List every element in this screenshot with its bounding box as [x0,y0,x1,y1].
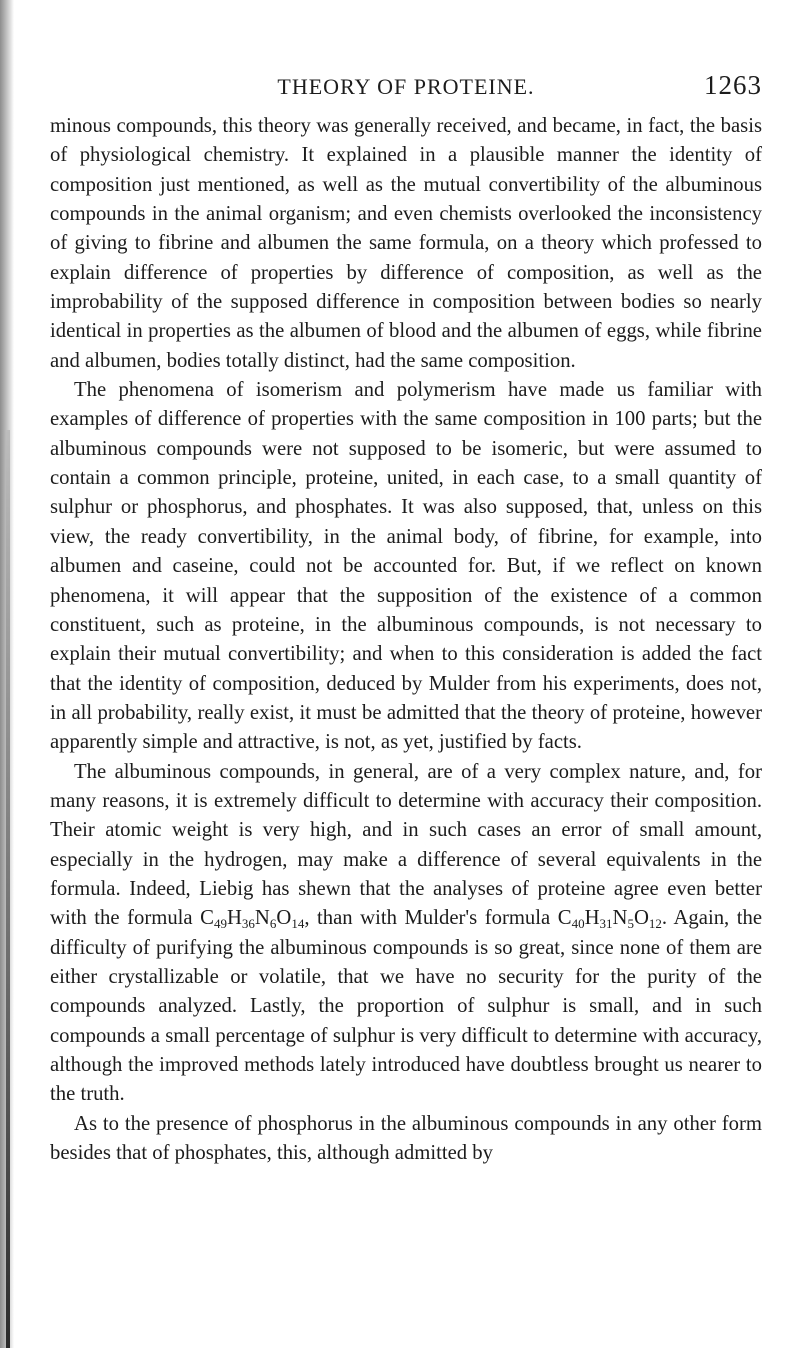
running-head [50,70,762,104]
paragraph-text: . Again, the difficulty of purifying the albuminous compounds is so great, since none of them are either crystallizable or volatile, that we have no security for the purity of the compounds analyzed. Lastly, the proportion of sulphur is small, and in such compounds a small percentage of sulphur is very difficult to determine with accuracy, although the improved methods lately introduced have doubtless brought us nearer to the truth. [50,907,763,1106]
formula-liebig: $C_{49}H_{36}N_6O_{14}$ [200,907,305,932]
paragraph-isomerism: The phenomena of isomerism and polymerism have made us familiar with examples of difference of properties with the same composition in 100 parts; but the albuminous compounds were not supposed to be isomeric, but were assumed to contain a common principle, proteine, united, in each case, to a small quantity of sulphur or phosphorus, and phosphates. It was also supposed, that, unless on this view, the ready convertibility, in the animal body, of fibrine, for example, into albumen and caseine, could not be accounted for. But, if we reflect on known phenomena, it will appear that the supposition of the existence of a common constituent, such as proteine, in the albuminous compounds, is not necessary to explain their mutual convertibility; and when to this consideration is added the fact that the identity of composition, deduced by Mulder from his experiments, does not, in all probability, really exist, it must be admitted that the theory of proteine, however apparently simple and attractive, is not, as yet, justified by facts. [50,379,762,754]
paragraph-text: , than with Mulder's formula [304,907,551,930]
book-page [50,70,762,1168]
paragraph-phosphorus: As to the presence of phosphorus in the albuminous compounds in any other form besides that of phosphates, this, although admitted by [50,1112,762,1165]
running-title: THEORY OF PROTEINE. [277,74,535,99]
paragraph-text: The albuminous compounds, in general, are of a very complex nature, and, for many reasons, it is extremely difficult to determine with accuracy their composition. Their atomic weight is very high, and in such cases an error of small amount, especially in the hydrogen, may make a difference of several equivalents in the formula. Indeed, Liebig has shewn that the analyses of proteine agree even better with the formula [50,760,762,930]
paragraph-complexity [50,758,762,1110]
page-number: 1263 [704,70,762,100]
paragraph-continuation: minous compounds, this theory was generally received, and became, in fact, the basis of physiological chemistry. It explained in a plausible manner the identity of composition just mentioned, as well as the mutual convertibility of the albuminous compounds in the animal organism; and even chemists overlooked the inconsistency of giving to fibrine and albumen the same formula, on a theory which professed to explain difference of properties by difference of composition, as well as the improbability of the supposed difference in composition between bodies so nearly identical in properties as the albumen of blood and the albumen of eggs, while fibrine and albumen, bodies totally distinct, had the same composition. [50,115,762,372]
body-text [50,112,762,1168]
binding-edge [6,430,10,1348]
formula-mulder: $C_{40}H_{31}N_5O_{12}$ [557,907,662,932]
